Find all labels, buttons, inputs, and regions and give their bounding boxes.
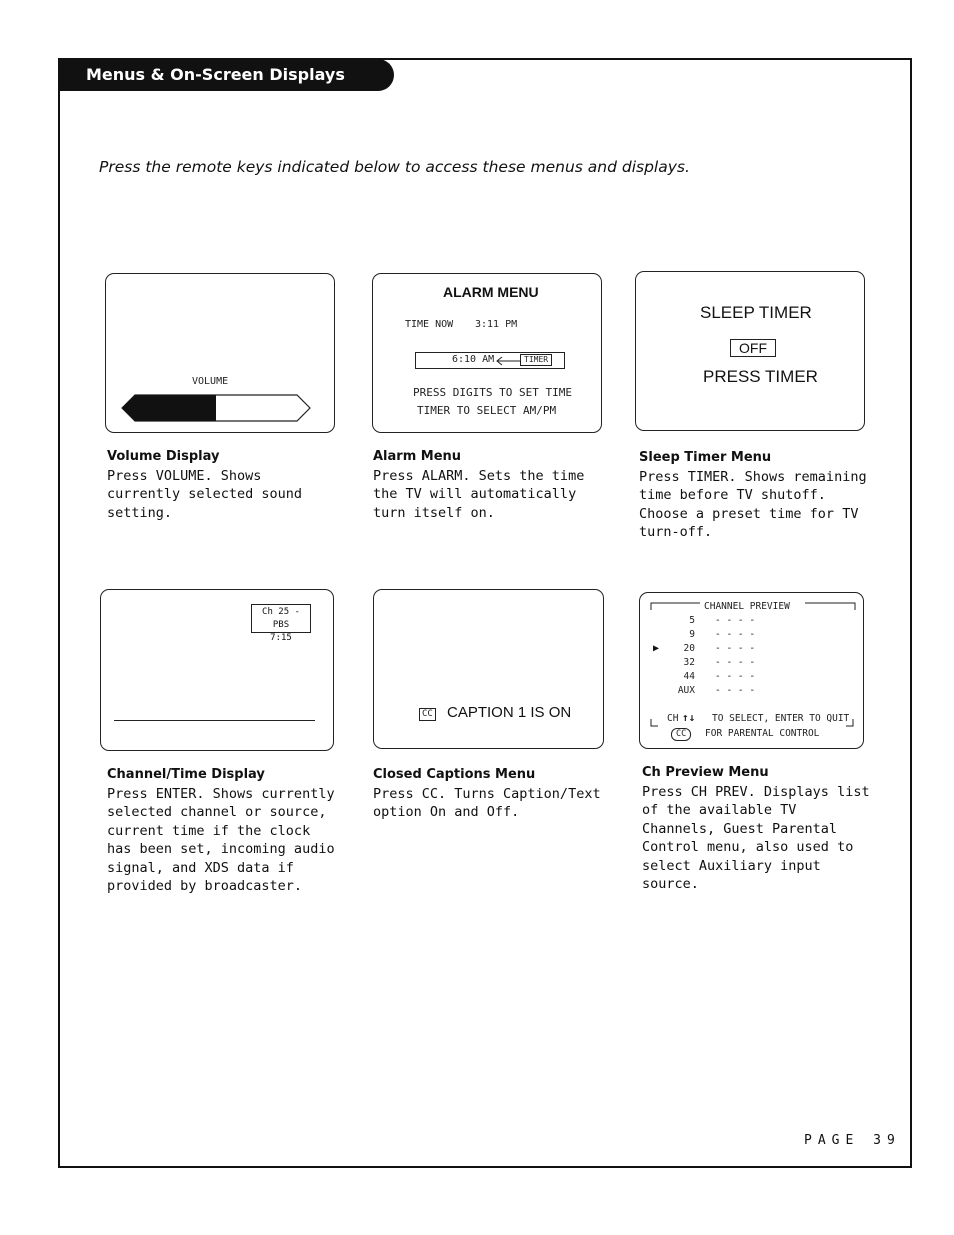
channel-row[interactable]	[640, 685, 865, 699]
alarm-instruction-2: TIMER TO SELECT AM/PM	[417, 404, 557, 417]
alarm-caption	[373, 448, 605, 522]
volume-caption-title: Volume Display	[107, 449, 220, 464]
channel-time-caption	[107, 766, 339, 896]
alarm-instruction-1: PRESS DIGITS TO SET TIME	[413, 386, 572, 399]
channel-row[interactable]	[640, 629, 865, 643]
alarm-caption-body: Press ALARM. Sets the time the TV will automatically turn itself on.	[373, 467, 585, 521]
volume-caption	[107, 448, 337, 522]
sleep-caption-title: Sleep Timer Menu	[639, 450, 772, 465]
cc-icon: CC	[671, 728, 691, 741]
channel-name-placeholder: - - - -	[715, 671, 756, 682]
channel-time-caption-body: Press ENTER. Shows currently selected channel or source, current time if the clock has been set, incoming audio signal, and XDS data if provided by broadcaster.	[107, 785, 335, 894]
alarm-title: ALARM MENU	[443, 284, 539, 300]
channel-time: 7:15	[270, 633, 292, 643]
channel-row[interactable]	[640, 657, 865, 671]
caption-status: CAPTION 1 IS ON	[447, 704, 572, 721]
alarm-time-now-value: 3:11 PM	[475, 319, 518, 330]
volume-caption-body: Press VOLUME. Shows currently selected sound setting.	[107, 467, 303, 521]
sleep-timer-prompt: PRESS TIMER	[703, 367, 818, 386]
channel-name-placeholder: - - - -	[715, 615, 756, 626]
xds-line	[114, 720, 315, 721]
section-header: Menus & On-Screen Displays	[58, 59, 394, 91]
closed-captions-caption-body: Press CC. Turns Caption/Text option On and Off.	[373, 785, 601, 820]
alarm-time-value: 6:10 AM	[452, 354, 495, 365]
channel-name-placeholder: - - - -	[715, 643, 756, 654]
alarm-caption-title: Alarm Menu	[373, 449, 462, 464]
timer-tag: TIMER	[520, 354, 552, 366]
ch-label: CH	[667, 713, 679, 724]
alarm-time-now-label: TIME NOW	[405, 319, 454, 330]
channel-name-placeholder: - - - -	[715, 685, 756, 696]
channel-row[interactable]	[640, 615, 865, 629]
sleep-caption	[639, 449, 871, 542]
channel-number: 20	[683, 643, 695, 654]
volume-bar	[121, 394, 311, 422]
preview-instruction-1: TO SELECT, ENTER TO QUIT	[712, 713, 850, 724]
ch-preview-caption	[642, 764, 877, 894]
channel-number: 9	[689, 629, 695, 640]
page-number: PAGE 39	[804, 1133, 901, 1148]
alarm-screen	[372, 273, 602, 433]
sleep-timer-screen	[635, 271, 865, 431]
channel-label: Ch 25 - PBS	[262, 607, 300, 630]
channel-number: 32	[683, 657, 695, 668]
ch-preview-caption-body: Press CH PREV. Displays list of the available TV Channels, Guest Parental Control menu, also used to select Auxiliary input source.	[642, 783, 870, 892]
channel-number: AUX	[677, 685, 695, 696]
channel-preview-screen	[639, 592, 864, 749]
cc-icon: CC	[419, 708, 436, 721]
alarm-time-field[interactable]	[415, 352, 565, 369]
arrow-left-icon	[494, 356, 522, 366]
preview-instruction-2: FOR PARENTAL CONTROL	[705, 728, 820, 739]
preview-title: CHANNEL PREVIEW	[704, 601, 790, 612]
channel-name-placeholder: - - - -	[715, 657, 756, 668]
channel-number: 44	[683, 671, 695, 682]
channel-row[interactable]	[640, 643, 865, 657]
channel-number: 5	[689, 615, 695, 626]
closed-captions-caption-title: Closed Captions Menu	[373, 767, 536, 782]
closed-captions-screen	[373, 589, 604, 749]
arrow-up-down-icon: ↑↓	[682, 711, 696, 724]
closed-captions-caption	[373, 766, 613, 822]
sleep-caption-body: Press TIMER. Shows remaining time before TV shutoff. Choose a preset time for TV turn-off.	[639, 468, 867, 540]
volume-label: VOLUME	[192, 376, 229, 387]
sleep-timer-title: SLEEP TIMER	[700, 303, 812, 322]
volume-screen	[105, 273, 335, 433]
channel-row[interactable]	[640, 671, 865, 685]
volume-level-fill	[122, 395, 216, 421]
sleep-timer-value[interactable]: OFF	[730, 339, 776, 357]
selected-arrow-icon: ▶	[653, 643, 660, 654]
intro-text: Press the remote keys indicated below to access these menus and displays.	[99, 158, 690, 176]
channel-time-screen	[100, 589, 334, 751]
channel-time-caption-title: Channel/Time Display	[107, 767, 265, 782]
channel-time-box	[251, 604, 311, 643]
ch-preview-caption-title: Ch Preview Menu	[642, 765, 769, 780]
channel-name-placeholder: - - - -	[715, 629, 756, 640]
